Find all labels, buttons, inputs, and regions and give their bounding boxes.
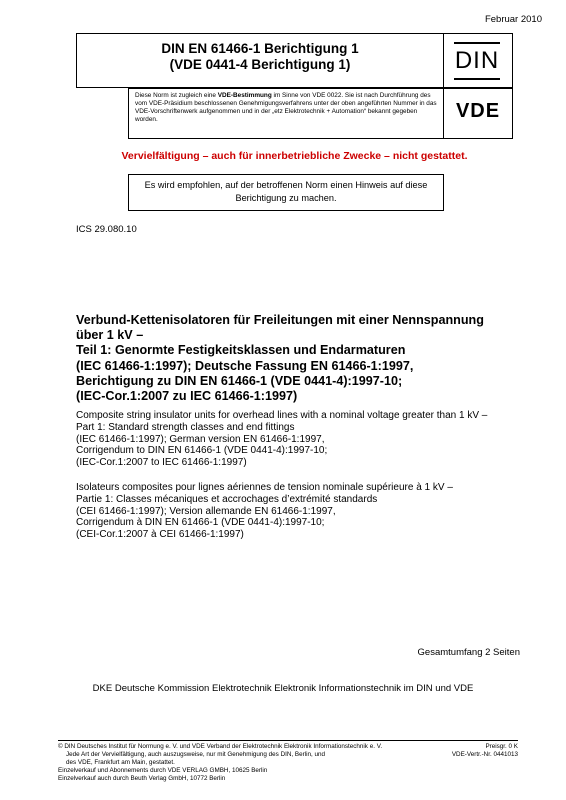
english-title-line: Composite string insulator units for overhead lines with a nominal voltage greater than 1 kV – (76, 410, 488, 421)
french-title (76, 482, 526, 541)
german-title (76, 313, 516, 404)
document-title-box (76, 33, 444, 88)
english-title (76, 410, 526, 469)
french-title-line: Partie 1: Classes mécaniques et accrochages d’extrémité standards (76, 493, 378, 505)
english-title-line: Corrigendum to DIN EN 61466-1 (VDE 0441-4):1997-10; (76, 445, 328, 457)
dke-committee: DKE Deutsche Kommission Elektrotechnik Elektronik Informationstechnik im DIN und VDE (92, 683, 474, 694)
reproduction-notice: Vervielfältigung – auch für innerbetriebliche Zwecke – nicht gestattet. (121, 150, 468, 162)
footer-line: des VDE, Frankfurt am Main, gestattet. (66, 759, 175, 766)
recommendation-text: Es wird empfohlen, auf der betroffenen Norm einen Hinweis auf diese Berichtigung zu machen. (144, 180, 428, 203)
german-title-line: Teil 1: Genormte Festigkeitsklassen und Endarmaturen (76, 343, 406, 358)
vde-contract-number: VDE-Vertr.-Nr. 0441013 (451, 751, 518, 758)
german-title-line: Berichtigung zu DIN EN 61466-1 (VDE 0441-4):1997-10; (76, 373, 403, 388)
vde-regulation-note-box (128, 88, 444, 139)
total-pages: Gesamtumfang 2 Seiten (417, 647, 520, 658)
vde-number: (VDE 0441-4 Berichtigung 1) (169, 57, 351, 72)
footer-line: © DIN Deutsches Institut für Normung e. V. und VDE Verband der Elektrotechnik Elektronik Informationstechnik e. V. (58, 743, 383, 750)
price-group: Preisgr. 0 K (485, 743, 518, 750)
german-title-line: über 1 kV – (76, 328, 144, 343)
din-logo: DIN (454, 42, 500, 80)
german-title-line: (IEC-Cor.1:2007 zu IEC 61466-1:1997) (76, 389, 298, 404)
footer-divider (58, 740, 518, 741)
vde-logo-box (443, 88, 513, 139)
document-number: DIN EN 61466-1 Berichtigung 1 (161, 41, 359, 56)
french-title-line: (CEI-Cor.1:2007 à CEI 61466-1:1997) (76, 529, 244, 541)
english-title-line: (IEC 61466-1:1997); German version EN 61466-1:1997, (76, 433, 325, 445)
ics-code: ICS 29.080.10 (76, 224, 137, 235)
german-title-line: Verbund-Kettenisolatoren für Freileitungen mit einer Nennspannung (76, 313, 484, 327)
english-title-line: (IEC-Cor.1:2007 to IEC 61466-1:1997) (76, 457, 247, 469)
german-title-line: (IEC 61466-1:1997); Deutsche Fassung EN 61466-1:1997, (76, 358, 414, 373)
publication-date: Februar 2010 (484, 14, 542, 25)
footer-line: Einzelverkauf und Abonnements durch VDE VERLAG GMBH, 10625 Berlin (58, 767, 268, 774)
french-title-line: (CEI 61466-1:1997); Version allemande EN 61466-1:1997, (76, 505, 336, 517)
english-title-line: Part 1: Standard strength classes and end fittings (76, 421, 295, 433)
din-logo-box (443, 33, 513, 88)
recommendation-box (128, 174, 444, 211)
footer-line: Einzelverkauf auch durch Beuth Verlag GmbH, 10772 Berlin (58, 775, 226, 782)
french-title-line: Corrigendum à DIN EN 61466-1 (VDE 0441-4):1997-10; (76, 517, 325, 529)
french-title-line: Isolateurs composites pour lignes aériennes de tension nominale supérieure à 1 kV – (76, 482, 453, 493)
copyright-footer (58, 743, 458, 783)
price-footer (452, 743, 518, 759)
footer-line: Jede Art der Vervielfältigung, auch auszugsweise, nur mit Genehmigung des DIN, Berlin, und (66, 751, 326, 758)
vde-regulation-note: Diese Norm ist zugleich eine VDE-Bestimmung im Sinne von VDE 0022. Sie ist nach Durchführung des vom VDE-Präsidium beschlossenen Genehmigungsverfahrens unter der oben angeführten Nummer in das VDE-Vorschriftenwerk aufgenommen und in der „etz Elektrotechnik + Automation“ bekannt gegeben worden. (135, 92, 437, 124)
vde-logo: VDE (455, 100, 501, 122)
